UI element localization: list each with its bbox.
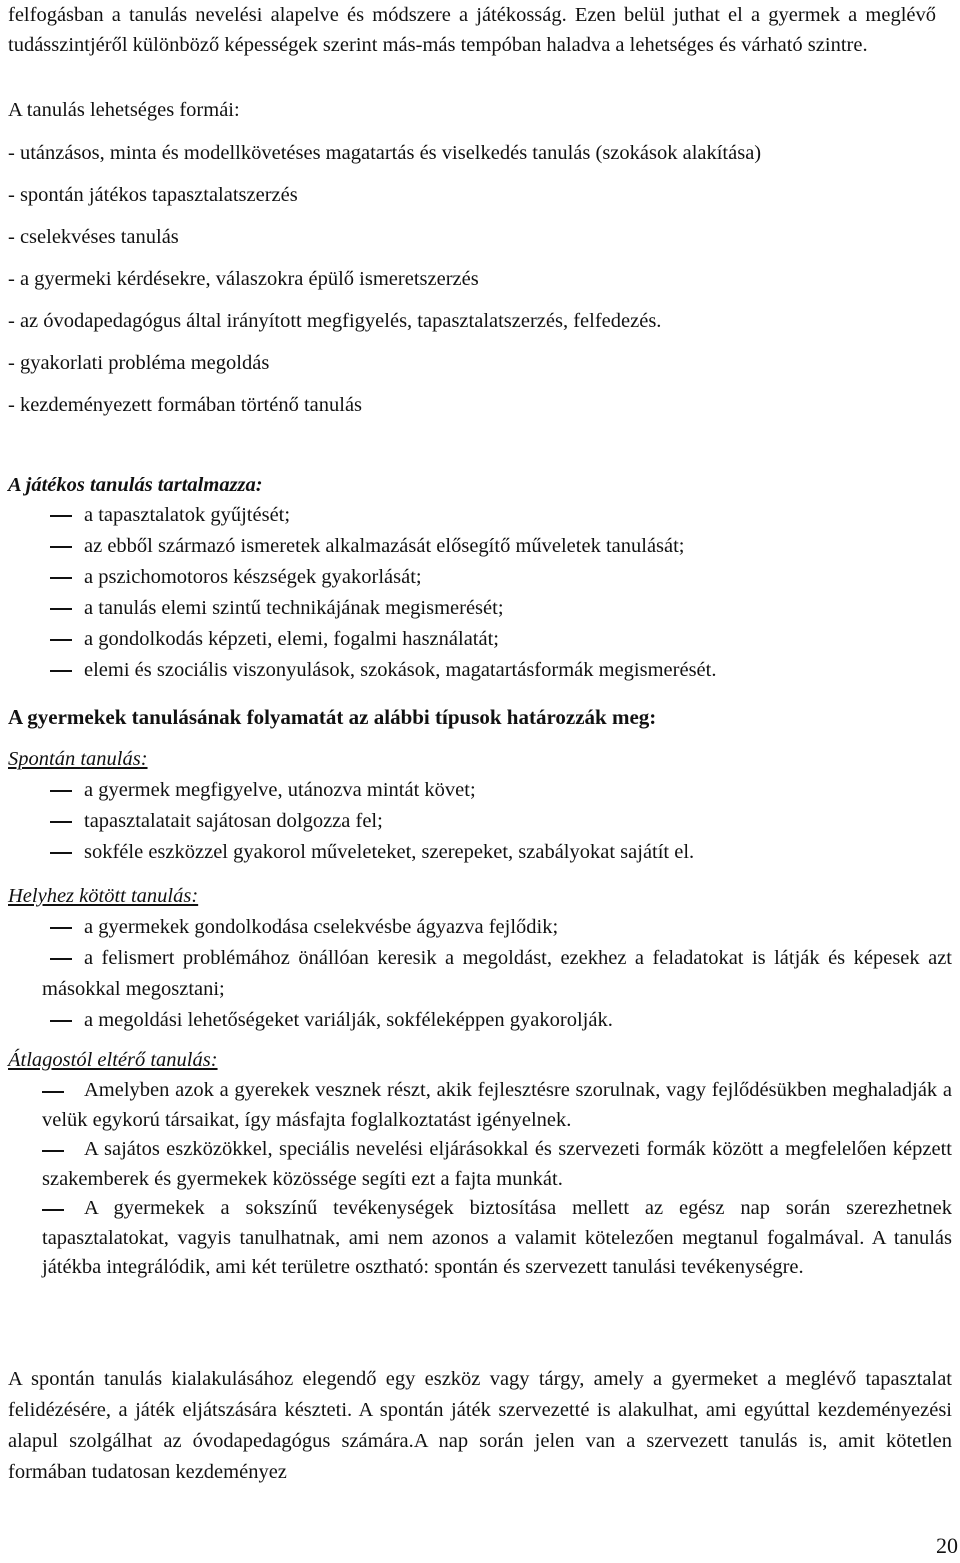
- list-item: tapasztalatait sajátosan dolgozza fel;: [8, 806, 952, 837]
- learning-forms-section: [8, 96, 952, 433]
- list-item: elemi és szociális viszonyulások, szokások, magatartásformák megismerését.: [8, 655, 952, 686]
- learning-form-item: - a gyermeki kérdésekre, válaszokra épülő ismeretszerzés: [8, 268, 479, 290]
- list-item: a gondolkodás képzeti, elemi, fogalmi használatát;: [8, 624, 952, 655]
- learning-form-item: - gyakorlati probléma megoldás: [8, 352, 270, 374]
- intro-paragraph: felfogásban a tanulás nevelési alapelve és módszere a játékosság. Ezen belül juthat el a gyermek a meglévő tudásszintjéről különböző képességek szerint más-más tempóban haladva a lehetséges és várható szintre.: [8, 4, 936, 56]
- process-heading: A gyermekek tanulásának folyamatát az alábbi típusok határozzák meg:: [8, 705, 657, 729]
- closing-paragraph: A spontán tanulás kialakulásához elegendő egy eszköz vagy tárgy, amely a gyermeket a meglévő tapasztalat felidézésére, a játék eljátszására készteti. A spontán játék szervezetté is alakulhat, ami egyúttal kezdeményezési alapul szolgálhat az óvodapedagógus számára.A nap során jelen van a szervezett tanulás is, amit kötetlen formában tudatosan kezdeményez: [8, 1368, 952, 1483]
- list-item: A gyermekek a sokszínű tevékenységek biztosítása mellett az egész nap során szerezhetnek tapasztalatokat, vagyis tanulhatnak, ami nem azonos a valamit kötelezően megtanul fogalmával. A tanulás játékba integrálódik, ami két területre osztható: spontán és szervezett tanulási tevékenységre.: [42, 1197, 952, 1278]
- list-item: a tanulás elemi szintű technikájának megismerését;: [8, 593, 952, 624]
- dash-bullet: [50, 608, 72, 610]
- spontan-title: Spontán tanulás:: [8, 748, 148, 770]
- learning-form-item: - spontán játékos tapasztalatszerzés: [8, 184, 298, 206]
- dash-bullet: [50, 515, 72, 517]
- spontan-section: [8, 743, 952, 868]
- dash-bullet: [42, 1209, 64, 1211]
- list-item: a tapasztalatok gyűjtését;: [8, 500, 952, 531]
- learning-form-item: - kezdeményezett formában történő tanulás: [8, 394, 363, 416]
- helyhez-list: [8, 912, 952, 943]
- helyhez-list-wrapped: [8, 943, 952, 1036]
- dash-bullet: [50, 927, 72, 929]
- learning-form-item: - cselekvéses tanulás: [8, 226, 179, 248]
- list-item: a felismert problémához önállóan keresik a megoldást, ezekhez a feladatokat is látják és képesek azt másokkal megosztani;: [42, 947, 952, 1000]
- atlag-title: Átlagostól eltérő tanulás:: [8, 1049, 218, 1071]
- helyhez-title: Helyhez kötött tanulás:: [8, 885, 199, 907]
- dash-bullet: [42, 1150, 64, 1152]
- list-item: sokféle eszközzel gyakorol műveleteket, szerepeket, szabályokat sajátít el.: [8, 837, 952, 868]
- play-learning-list: [8, 500, 952, 686]
- list-item: a megoldási lehetőségeket variálják, sokféleképpen gyakorolják.: [8, 1005, 952, 1036]
- dash-bullet: [50, 639, 72, 641]
- list-item: Amelyben azok a gyerekek vesznek részt, akik fejlesztésre szorulnak, vagy fejlődésükben meghaladják a velük egykorú társaikat, így másfajta foglalkoztatást igényelnek.: [42, 1079, 952, 1131]
- atlag-section: [8, 1044, 952, 1283]
- list-item: az ebből származó ismeretek alkalmazását elősegítő műveletek tanulását;: [8, 531, 952, 562]
- learning-form-item: - utánzásos, minta és modellkövetéses magatartás és viselkedés tanulás (szokások alakítása): [8, 142, 762, 164]
- spontan-list: [8, 775, 952, 868]
- dash-bullet: [50, 790, 72, 792]
- page-number: 20: [936, 1533, 958, 1558]
- learning-forms-title: A tanulás lehetséges formái:: [8, 99, 240, 121]
- dash-bullet: [50, 958, 72, 960]
- list-item: A sajátos eszközökkel, speciális nevelési eljárásokkal és szervezeti formák között a megfelelően képzett szakemberek és gyermekek közössége segíti ezt a fajta munkát.: [42, 1138, 952, 1190]
- play-learning-title: A játékos tanulás tartalmazza:: [8, 474, 263, 496]
- atlag-list: [8, 1076, 952, 1283]
- play-learning-section: [8, 470, 952, 686]
- helyhez-section: [8, 880, 952, 1036]
- dash-bullet: [50, 821, 72, 823]
- learning-form-item: - az óvodapedagógus által irányított megfigyelés, tapasztalatszerzés, felfedezés.: [8, 310, 662, 332]
- dash-bullet: [50, 852, 72, 854]
- dash-bullet: [50, 670, 72, 672]
- dash-bullet: [42, 1091, 64, 1093]
- list-item: a gyermekek gondolkodása cselekvésbe ágyazva fejlődik;: [8, 912, 952, 943]
- dash-bullet: [50, 546, 72, 548]
- dash-bullet: [50, 1020, 72, 1022]
- dash-bullet: [50, 577, 72, 579]
- list-item: a pszichomotoros készségek gyakorlását;: [8, 562, 952, 593]
- list-item: a gyermek megfigyelve, utánozva mintát követ;: [8, 775, 952, 806]
